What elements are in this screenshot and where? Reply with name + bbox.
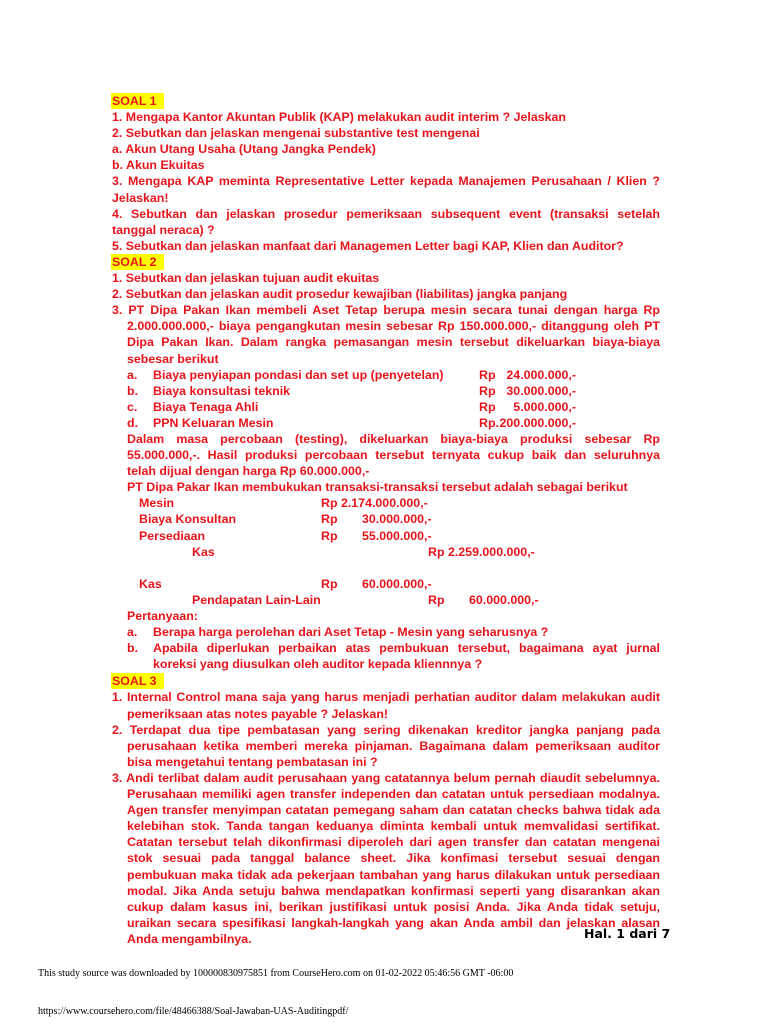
- soal-3-question-3-line: 3. Andi terlibat dalam audit perusahaan yang catatannya belum pernah diaudit sebelumnya.: [112, 770, 660, 785]
- cost-amount: 200.000.000,-: [499, 415, 576, 430]
- cost-label: Biaya Tenaga Ahli: [153, 399, 259, 414]
- journal-debit: 30.000.000,-: [362, 512, 432, 527]
- pertanyaan-text: Apabila diperlukan perbaikan atas pembukuan tersebut, bagaimana ayat jurnal: [153, 641, 660, 656]
- journal-account: Kas: [192, 544, 215, 559]
- cost-currency: Rp: [479, 399, 496, 414]
- pertanyaan-text: koreksi yang diusulkan oleh auditor kepada kliennnya ?: [153, 657, 483, 672]
- journal-entry: [112, 576, 660, 592]
- cost-letter: d.: [127, 415, 139, 430]
- cost-label: Biaya konsultasi teknik: [153, 383, 291, 398]
- journal-debit: 60.000.000,-: [362, 576, 432, 591]
- soal-1-section: [112, 93, 660, 254]
- cost-amount: 5.000.000,-: [513, 399, 576, 414]
- soal-3-heading: SOAL 3: [111, 673, 164, 689]
- journal-debit: 55.000.000,-: [362, 528, 432, 543]
- journal-currency: Rp: [321, 528, 338, 543]
- soal-3-section: [112, 673, 660, 947]
- soal-1-line: b. Akun Ekuitas: [112, 158, 205, 173]
- exam-content: [112, 93, 660, 947]
- journal-account: Persediaan: [139, 528, 206, 543]
- soal-3-question-3-line: Anda mengambilnya.: [127, 931, 252, 946]
- journal-account: Kas: [139, 576, 162, 591]
- soal-1-line: tanggal neraca) ?: [112, 222, 215, 237]
- cost-currency: Rp: [479, 367, 496, 382]
- cost-item: [112, 415, 660, 431]
- pertanyaan-label: Pertanyaan:: [127, 609, 198, 623]
- journal-account: Pendapatan Lain-Lain: [192, 592, 321, 607]
- soal-2-question-3-line: 2.000.000.000,- biaya pengangkutan mesin sebesar Rp 150.000.000,- ditanggung oleh PT: [127, 319, 660, 334]
- journal-entry: [112, 592, 660, 608]
- journal-currency: Rp: [428, 592, 445, 607]
- soal-1-heading: SOAL 1: [111, 93, 164, 109]
- soal-3-question-3-line: modal. Jika Anda setuju bahwa mendapatkan konfirmasi seperti yang disarankan akan: [127, 883, 660, 898]
- soal-2-question-1: 1. Sebutkan dan jelaskan tujuan audit ekuitas: [112, 271, 380, 286]
- journal-spacer: [112, 560, 660, 576]
- soal-2-question-3-line: 3. PT Dipa Pakan Ikan membeli Aset Tetap berupa mesin secara tunai dengan harga Rp: [112, 303, 660, 318]
- soal-1-line: 2. Sebutkan dan jelaskan mengenai substantive test mengenai: [112, 126, 480, 141]
- soal-2-section: [112, 254, 660, 672]
- cost-amount: 30.000.000,-: [506, 383, 576, 398]
- cost-currency: Rp.: [479, 415, 499, 430]
- soal-2-heading: SOAL 2: [111, 254, 164, 270]
- pertanyaan-item: [112, 640, 660, 656]
- cost-letter: c.: [127, 399, 138, 414]
- soal-3-question-3-line: kelebihan stok. Tanda tangan keduanya diminta kembali untuk memvalidasi sertifikat.: [127, 819, 660, 834]
- cost-label: Biaya penyiapan pondasi dan set up (penyetelan): [153, 367, 444, 382]
- soal-3-question-3-line: Agen transfer menyimpan catatan pemegang saham dan catatan checks bahwa tidak ada: [127, 803, 660, 818]
- soal-2-question-3-line: Dipa Pakan Ikan. Dalam rangka pemasangan mesin tersebut dikeluarkan biaya-biaya: [127, 335, 660, 350]
- page-number: Hal. 1 dari 7: [584, 926, 671, 941]
- soal-3-question-1-line: 1. Internal Control mana saja yang harus menjadi perhatian auditor dalam melakukan audit: [112, 690, 660, 705]
- journal-currency: Rp: [321, 512, 338, 527]
- soal-1-line: 4. Sebutkan dan jelaskan prosedur pemeriksaan subsequent event (transaksi setelah: [112, 206, 660, 221]
- journal-account: Mesin: [139, 496, 175, 511]
- soal-2-question-2: 2. Sebutkan dan jelaskan audit prosedur kewajiban (liabilitas) jangka panjang: [112, 287, 568, 302]
- soal-3-question-1-line: pemeriksaan atas notes payable ? Jelaskan!: [127, 706, 389, 721]
- pertanyaan-letter: b.: [127, 641, 139, 656]
- soal-3-question-2-line: perusahaan ketika memberi mereka pinjaman. Bagaimana dalam pemeriksaan auditor: [127, 738, 660, 753]
- pertanyaan-letter: a.: [127, 625, 138, 640]
- soal-3-question-3-line: cukup dalam kasus ini, berikan justifikasi untuk posisi Anda. Jika Anda tidak setuju,: [127, 899, 660, 914]
- soal-3-question-3-line: pembukuan maka tidak ada pekerjaan tambahan yang harus dilakukan untuk persediaan: [127, 867, 660, 882]
- journal-currency: Rp: [321, 576, 338, 591]
- soal-1-line: a. Akun Utang Usaha (Utang Jangka Pendek): [112, 142, 376, 157]
- journal-credit: Rp 2.259.000.000,-: [428, 544, 535, 559]
- testing-line: 55.000.000,-. Hasil produksi percobaan tersebut ternyata cukup baik dan seluruhnya: [127, 448, 660, 463]
- source-url: https://www.coursehero.com/file/48466388/Soal-Jawaban-UAS-Auditingpdf/: [38, 1006, 349, 1017]
- journal-entry: [112, 528, 660, 544]
- cost-currency: Rp: [479, 383, 496, 398]
- cost-letter: b.: [127, 383, 139, 398]
- soal-3-question-3-line: stok sesuai pada tanggal balance sheet. Jika konfimasi tersebut sesuai dengan: [127, 851, 660, 866]
- soal-1-line: 5. Sebutkan dan jelaskan manfaat dari Managemen Letter bagi KAP, Klien dan Auditor?: [112, 238, 624, 253]
- soal-3-question-3-line: uraikan secara spesifikasi langkah-langkah yang akan Anda ambil dan jelaskan alasan: [127, 915, 660, 930]
- testing-line: telah dijual dengan harga Rp 60.000.000,-: [127, 464, 370, 479]
- cost-letter: a.: [127, 367, 138, 382]
- cost-label: PPN Keluaran Mesin: [153, 415, 274, 430]
- cost-amount: 24.000.000,-: [506, 367, 576, 382]
- journal-entry: [112, 495, 660, 511]
- soal-2-question-3-line: sebesar berikut: [127, 351, 219, 366]
- soal-3-question-3-line: Perusahaan memiliki agen transfer independen dan catatan untuk persediaan modalnya.: [127, 787, 660, 802]
- journal-entry: [112, 511, 660, 527]
- pertanyaan-item: [112, 624, 660, 640]
- cost-item: [112, 367, 660, 383]
- journal-intro: PT Dipa Pakar Ikan membukukan transaksi-transaksi tersebut adalah sebagai berikut: [127, 480, 628, 495]
- soal-1-line: Jelaskan!: [112, 190, 169, 205]
- soal-3-question-2-line: bisa mengetahui tentang pembatasan ini ?: [127, 754, 378, 769]
- cost-item: [112, 399, 660, 415]
- journal-debit: Rp 2.174.000.000,-: [321, 496, 428, 511]
- journal-account: Biaya Konsultan: [139, 512, 237, 527]
- soal-1-line: 3. Mengapa KAP meminta Representative Letter kepada Manajemen Perusahaan / Klien ?: [112, 174, 660, 189]
- soal-3-question-2-line: 2. Terdapat dua tipe pembatasan yang sering dikenakan kreditor jangka panjang pada: [112, 722, 660, 737]
- cost-item: [112, 383, 660, 399]
- journal-credit: 60.000.000,-: [469, 592, 539, 607]
- journal-entry: [112, 544, 660, 560]
- pertanyaan-text: Berapa harga perolehan dari Aset Tetap - Mesin yang seharusnya ?: [153, 625, 549, 640]
- pertanyaan-item: [112, 656, 660, 672]
- testing-line: Dalam masa percobaan (testing), dikeluarkan biaya-biaya produksi sebesar Rp: [127, 431, 660, 446]
- download-source-note: This study source was downloaded by 100000830975851 from CourseHero.com on 01-02-2022 05:46:56 GMT -06:00: [38, 968, 514, 979]
- soal-3-question-3-line: Catatan tersebut telah dikonfirmasi diperoleh dari agen transfer dan catatan mengenai: [127, 835, 660, 850]
- soal-1-line: 1. Mengapa Kantor Akuntan Publik (KAP) melakukan audit interim ? Jelaskan: [112, 110, 566, 125]
